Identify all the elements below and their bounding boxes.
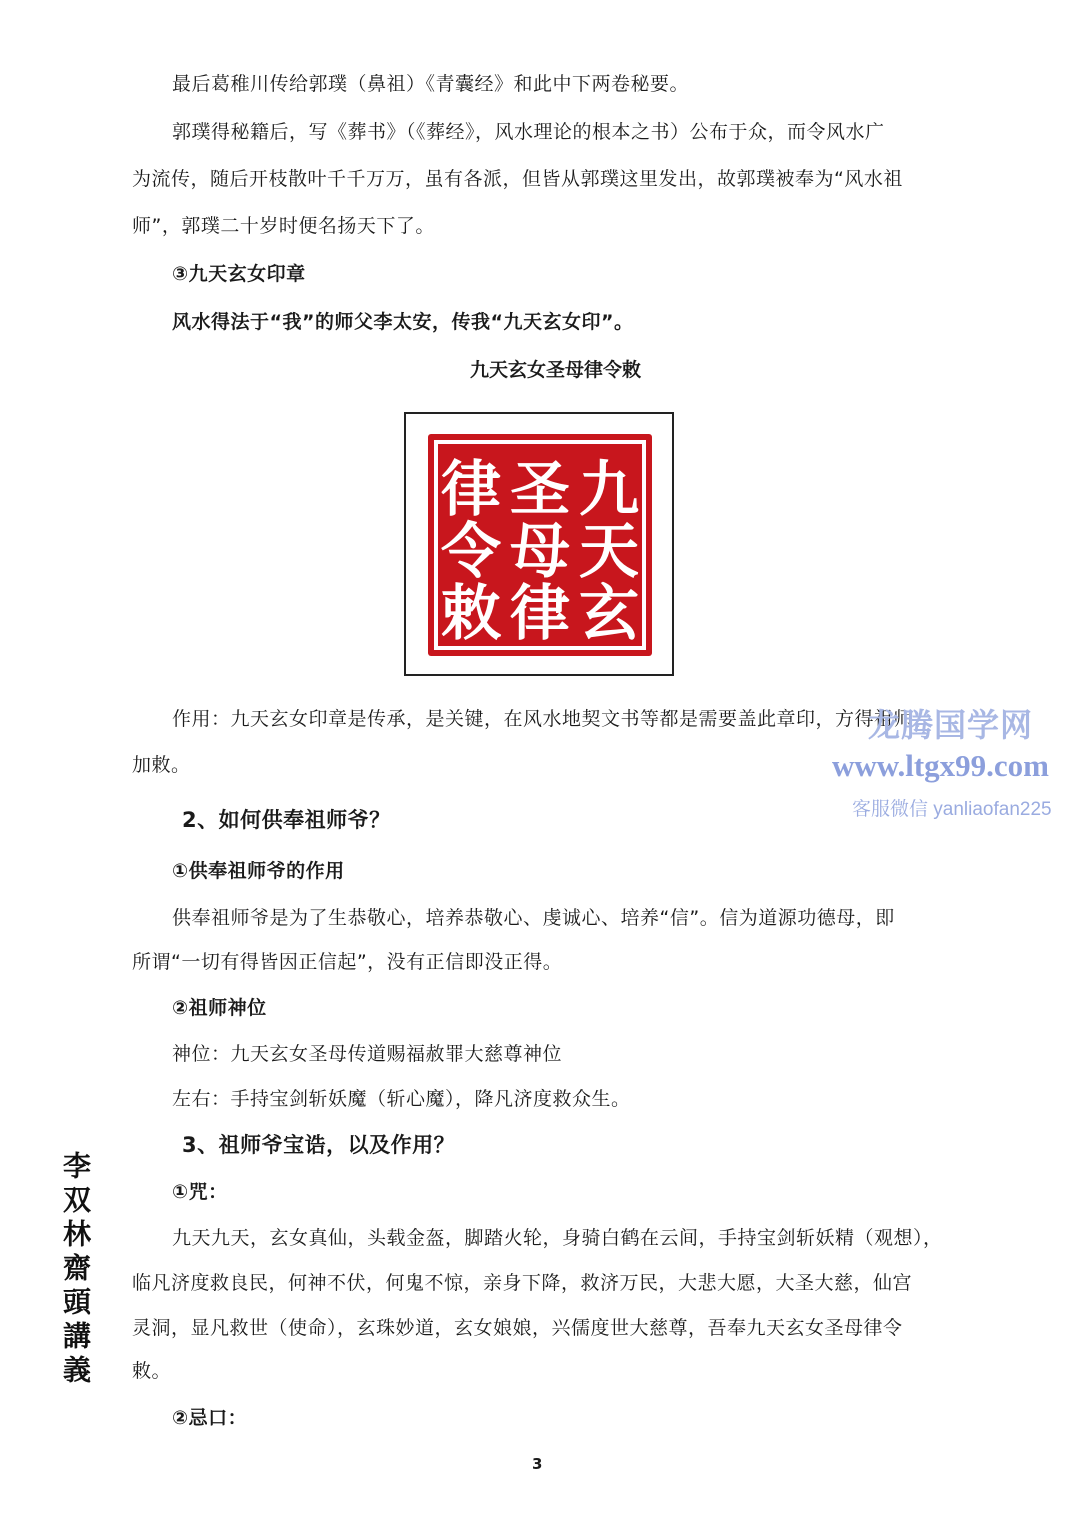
seal-char: 天 [579, 517, 639, 587]
page-number: 3 [532, 1455, 543, 1473]
seal-char: 玄 [579, 579, 639, 649]
seal-char: 九 [579, 455, 639, 525]
paragraph-line: 作用：九天玄女印章是传承，是关键，在风水地契文书等都是需要盖此章印，方得祖师 [172, 708, 914, 730]
subsection-heading: ②忌口： [172, 1407, 248, 1429]
paragraph-line: 风水得法于“我”的师父李太安，传我“九天玄女印”。 [172, 311, 634, 333]
seal-caption: 九天玄女圣母律令敕 [470, 359, 642, 381]
watermark-url: www.ltgx99.com [832, 748, 1049, 783]
side-signature: 李双林齋頭講義 [59, 1151, 92, 1389]
paragraph-line: 敕。 [132, 1360, 172, 1382]
seal-image-frame [404, 412, 674, 676]
paragraph-line: 左右：手持宝剑斩妖魔（斩心魔），降凡济度救众生。 [172, 1088, 631, 1110]
seal-char: 律 [510, 579, 570, 649]
paragraph-line: 郭璞得秘籍后，写《葬书》（《葬经》，风水理论的根本之书）公布于众，而令风水广 [172, 121, 885, 143]
paragraph-line: 最后葛稚川传给郭璞（鼻祖）《青囊经》和此中下两卷秘要。 [172, 73, 690, 95]
seal-char: 敕 [441, 579, 501, 649]
watermark-site-name: 龙腾国学网 [868, 707, 1034, 743]
paragraph-line: 师”，郭璞二十岁时便名扬天下了。 [132, 215, 435, 237]
paragraph-line: 供奉祖师爷是为了生恭敬心，培养恭敬心、虔诚心、培养“信”。信为道源功德母，即 [172, 907, 895, 929]
paragraph-line: 所谓“一切有得皆因正信起”，没有正信即没正得。 [132, 951, 563, 973]
section-heading: ③九天玄女印章 [172, 263, 306, 285]
section-heading: 3、祖师爷宝诰，以及作用？ [182, 1133, 456, 1157]
paragraph-line: 临凡济度救良民，何神不伏，何鬼不惊，亲身下降，救济万民，大悲大愿，大圣大慈，仙宫 [132, 1272, 913, 1294]
seal-char: 母 [510, 517, 570, 587]
paragraph-line: 神位：九天玄女圣母传道赐福赦罪大慈尊神位 [172, 1043, 563, 1065]
paragraph-line: 九天九天，玄女真仙，头载金盔，脚踏火轮，身骑白鹤在云间，手持宝剑斩妖精（观想）， [172, 1227, 943, 1249]
subsection-heading: ②祖师神位 [172, 997, 267, 1019]
paragraph-line: 加敕。 [132, 754, 191, 776]
seal-stamp-image [426, 432, 654, 658]
paragraph-line: 为流传，随后开枝散叶千千万万，虽有各派，但皆从郭璞这里发出，故郭璞被奉为“风水祖 [132, 168, 903, 190]
seal-char: 令 [441, 517, 501, 587]
section-heading: 2、如何供奉祖师爷？ [182, 808, 391, 832]
seal-char: 律 [441, 455, 501, 525]
paragraph-line: 灵洞，显凡救世（使命），玄珠妙道，玄女娘娘，兴儒度世大慈尊，吾奉九天玄女圣母律令 [132, 1317, 903, 1339]
subsection-heading: ①咒： [172, 1181, 228, 1203]
seal-char: 圣 [510, 455, 570, 525]
subsection-heading: ①供奉祖师爷的作用 [172, 860, 345, 882]
watermark-contact: 客服微信 yanliaofan225 [852, 799, 1052, 820]
